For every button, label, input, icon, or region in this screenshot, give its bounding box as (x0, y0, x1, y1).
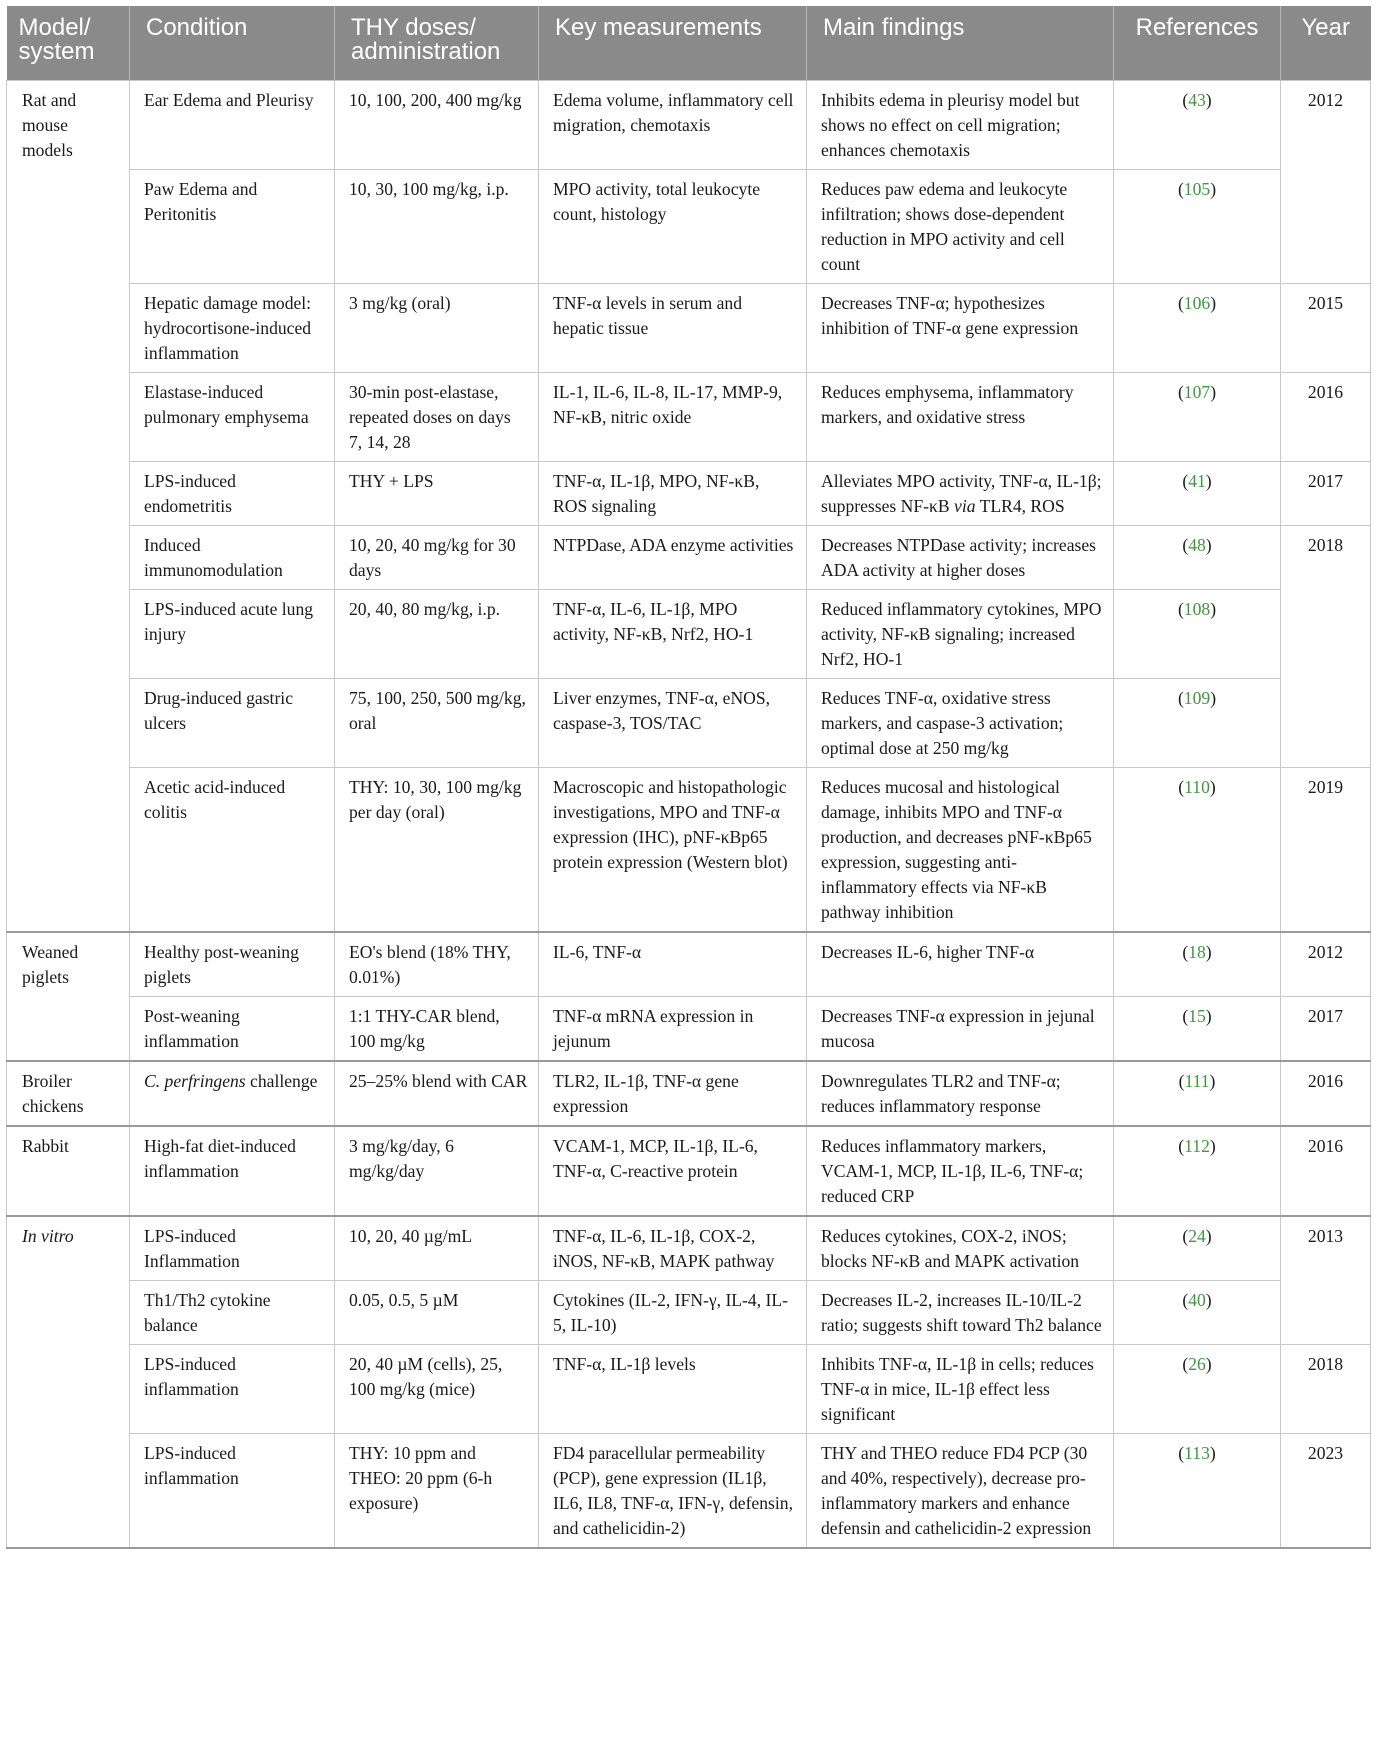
cell-measurements: Liver enzymes, TNF-α, eNOS, caspase-3, TOS/TAC (539, 679, 807, 768)
cell-condition: Th1/Th2 cytokine balance (130, 1281, 335, 1345)
ref-paren: ) (1205, 1006, 1212, 1026)
ref-paren: ( (1182, 1290, 1189, 1310)
table-header (7, 6, 1371, 81)
cell-findings: Inhibits edema in pleurisy model but shows no effect on cell migration; enhances chemotaxis (807, 81, 1114, 170)
cell-measurements: IL-1, IL-6, IL-8, IL-17, MMP-9, NF-κB, nitric oxide (539, 373, 807, 462)
cell-model (7, 932, 130, 1061)
cell-year: 2012 (1281, 81, 1371, 284)
table-row (7, 1061, 1371, 1126)
cell-findings: Reduces paw edema and leukocyte infiltration; shows dose-dependent reduction in MPO activity and cell count (807, 170, 1114, 284)
ref-paren: ) (1210, 599, 1217, 619)
ref-paren: ) (1205, 1290, 1212, 1310)
table-row (7, 170, 1371, 284)
cell-reference (1114, 170, 1281, 284)
cell-reference (1114, 373, 1281, 462)
cell-year: 2017 (1281, 997, 1371, 1062)
table-row (7, 1281, 1371, 1345)
cell-doses: 10, 100, 200, 400 mg/kg (335, 81, 539, 170)
cell-findings: Reduces TNF-α, oxidative stress markers, and caspase-3 activation; optimal dose at 250 mg/kg (807, 679, 1114, 768)
cell-year: 2013 (1281, 1216, 1371, 1345)
cell-measurements: TNF-α, IL-6, IL-1β, MPO activity, NF-κB, Nrf2, HO-1 (539, 590, 807, 679)
cell-doses: 3 mg/kg (oral) (335, 284, 539, 373)
cell-findings: Decreases TNF-α; hypothesizes inhibition of TNF-α gene expression (807, 284, 1114, 373)
cell-model (7, 1061, 130, 1126)
condition-text: challenge (245, 1071, 318, 1091)
cell-measurements: NTPDase, ADA enzyme activities (539, 526, 807, 590)
reference-link[interactable]: 24 (1188, 1226, 1206, 1246)
cell-reference (1114, 462, 1281, 526)
ref-paren: ) (1210, 293, 1217, 313)
header-references: References (1114, 6, 1281, 81)
cell-year: 2015 (1281, 284, 1371, 373)
header-findings: Main findings (807, 6, 1114, 81)
model-label: Weaned piglets (22, 942, 79, 987)
table-row (7, 679, 1371, 768)
ref-paren: ( (1177, 382, 1184, 402)
ref-paren: ( (1182, 471, 1189, 491)
cell-measurements: TNF-α levels in serum and hepatic tissue (539, 284, 807, 373)
cell-reference (1114, 1345, 1281, 1434)
cell-condition: LPS-induced inflammation (130, 1434, 335, 1549)
cell-findings: Decreases NTPDase activity; increases ADA activity at higher doses (807, 526, 1114, 590)
header-measurements: Key measurements (539, 6, 807, 81)
cell-condition: Ear Edema and Pleurisy (130, 81, 335, 170)
cell-year: 2012 (1281, 932, 1371, 997)
cell-condition: Elastase-induced pulmonary emphysema (130, 373, 335, 462)
cell-doses: 25–25% blend with CAR (335, 1061, 539, 1126)
model-label: Rabbit (22, 1136, 69, 1156)
ref-paren: ) (1209, 1443, 1216, 1463)
header-doses: THY doses/ administration (335, 6, 539, 81)
cell-doses: 20, 40 µM (cells), 25, 100 mg/kg (mice) (335, 1345, 539, 1434)
cell-model (7, 81, 130, 933)
table-row (7, 932, 1371, 997)
table-body (7, 81, 1371, 1549)
table-row (7, 1216, 1371, 1281)
cell-doses: 3 mg/kg/day, 6 mg/kg/day (335, 1126, 539, 1216)
cell-doses: THY: 10 ppm and THEO: 20 ppm (6-h exposure) (335, 1434, 539, 1549)
cell-condition: Post-weaning inflammation (130, 997, 335, 1062)
ref-paren: ) (1205, 1354, 1212, 1374)
table-row (7, 1126, 1371, 1216)
ref-paren: ) (1205, 942, 1212, 962)
cell-doses: THY: 10, 30, 100 mg/kg per day (oral) (335, 768, 539, 933)
cell-model (7, 1126, 130, 1216)
model-label: Broiler chickens (22, 1071, 84, 1116)
findings-text: TLR4, ROS (975, 496, 1065, 516)
cell-reference (1114, 526, 1281, 590)
ref-paren: ) (1210, 179, 1217, 199)
ref-paren: ) (1205, 1226, 1212, 1246)
reference-link[interactable]: 41 (1188, 471, 1206, 491)
ref-paren: ( (1178, 1443, 1185, 1463)
cell-year: 2023 (1281, 1434, 1371, 1549)
reference-link[interactable]: 15 (1188, 1006, 1206, 1026)
ref-paren: ( (1182, 1006, 1189, 1026)
cell-measurements: Cytokines (IL-2, IFN-γ, IL-4, IL-5, IL-10) (539, 1281, 807, 1345)
cell-condition: Paw Edema and Peritonitis (130, 170, 335, 284)
table-row (7, 1345, 1371, 1434)
table-row (7, 284, 1371, 373)
ref-paren: ( (1178, 777, 1185, 797)
header-year: Year (1281, 6, 1371, 81)
ref-paren: ) (1205, 471, 1212, 491)
cell-condition: High-fat diet-induced inflammation (130, 1126, 335, 1216)
cell-reference (1114, 997, 1281, 1062)
cell-findings: Reduces cytokines, COX-2, iNOS; blocks NF-κB and MAPK activation (807, 1216, 1114, 1281)
cell-condition: Healthy post-weaning piglets (130, 932, 335, 997)
cell-reference (1114, 1216, 1281, 1281)
table-row (7, 526, 1371, 590)
table-row (7, 81, 1371, 170)
cell-year: 2017 (1281, 462, 1371, 526)
cell-findings: Reduced inflammatory cytokines, MPO activity, NF-κB signaling; increased Nrf2, HO-1 (807, 590, 1114, 679)
cell-findings: Decreases TNF-α expression in jejunal mucosa (807, 997, 1114, 1062)
cell-doses: 20, 40, 80 mg/kg, i.p. (335, 590, 539, 679)
cell-condition: Acetic acid-induced colitis (130, 768, 335, 933)
table-row (7, 590, 1371, 679)
cell-year: 2018 (1281, 526, 1371, 768)
cell-condition: LPS-induced Inflammation (130, 1216, 335, 1281)
reference-link[interactable]: 43 (1188, 90, 1206, 110)
table-row (7, 1434, 1371, 1549)
cell-measurements: MPO activity, total leukocyte count, histology (539, 170, 807, 284)
reference-link[interactable]: 106 (1183, 293, 1211, 313)
findings-text: Alleviates MPO activity, TNF-α, IL-1β; suppresses NF-κB (821, 471, 1102, 516)
cell-doses: THY + LPS (335, 462, 539, 526)
cell-reference (1114, 284, 1281, 373)
cell-measurements: FD4 paracellular permeability (PCP), gene expression (IL1β, IL6, IL8, TNF-α, IFN-γ, defensin, and cathelicidin-2) (539, 1434, 807, 1549)
cell-findings: Decreases IL-6, higher TNF-α (807, 932, 1114, 997)
reference-link[interactable]: 40 (1188, 1290, 1206, 1310)
cell-doses: 75, 100, 250, 500 mg/kg, oral (335, 679, 539, 768)
cell-findings: Decreases IL-2, increases IL-10/IL-2 ratio; suggests shift toward Th2 balance (807, 1281, 1114, 1345)
cell-doses: EO's blend (18% THY, 0.01%) (335, 932, 539, 997)
ref-paren: ) (1209, 1136, 1216, 1156)
ref-paren: ( (1182, 535, 1189, 555)
reference-link[interactable]: 113 (1184, 1443, 1210, 1463)
cell-year: 2016 (1281, 1061, 1371, 1126)
header-model: Model/ system (7, 6, 130, 81)
ref-paren: ( (1177, 293, 1184, 313)
cell-reference (1114, 1126, 1281, 1216)
reference-link[interactable]: 108 (1183, 599, 1211, 619)
cell-reference (1114, 932, 1281, 997)
cell-findings: Inhibits TNF-α, IL-1β in cells; reduces TNF-α in mice, IL-1β effect less significant (807, 1345, 1114, 1434)
cell-condition: LPS-induced acute lung injury (130, 590, 335, 679)
model-label: Rat and mouse models (22, 90, 77, 160)
cell-condition: Induced immunomodulation (130, 526, 335, 590)
ref-paren: ) (1210, 382, 1217, 402)
cell-year: 2018 (1281, 1345, 1371, 1434)
findings-italic: via (954, 496, 976, 516)
ref-paren: ( (1182, 1354, 1189, 1374)
cell-model (7, 1216, 130, 1548)
cell-measurements: Macroscopic and histopathologic investigations, MPO and TNF-α expression (IHC), pNF-κBp65 protein expression (Western blot) (539, 768, 807, 933)
cell-year: 2016 (1281, 373, 1371, 462)
cell-condition: LPS-induced inflammation (130, 1345, 335, 1434)
cell-reference (1114, 768, 1281, 933)
ref-paren: ( (1182, 1226, 1189, 1246)
ref-paren: ( (1177, 688, 1184, 708)
table-row (7, 373, 1371, 462)
ref-paren: ) (1209, 1071, 1216, 1091)
ref-paren: ) (1205, 90, 1212, 110)
ref-paren: ( (1177, 179, 1184, 199)
header-condition: Condition (130, 6, 335, 81)
cell-measurements: TNF-α, IL-1β, MPO, NF-κB, ROS signaling (539, 462, 807, 526)
cell-condition: LPS-induced endometritis (130, 462, 335, 526)
cell-doses: 10, 20, 40 µg/mL (335, 1216, 539, 1281)
cell-doses: 0.05, 0.5, 5 µM (335, 1281, 539, 1345)
ref-paren: ) (1210, 688, 1217, 708)
cell-reference (1114, 1434, 1281, 1549)
cell-findings: Downregulates TLR2 and TNF-α; reduces inflammatory response (807, 1061, 1114, 1126)
cell-doses: 1:1 THY-CAR blend, 100 mg/kg (335, 997, 539, 1062)
cell-doses: 10, 20, 40 mg/kg for 30 days (335, 526, 539, 590)
ref-paren: ( (1177, 599, 1184, 619)
cell-findings (807, 462, 1114, 526)
cell-reference (1114, 590, 1281, 679)
cell-condition: Hepatic damage model: hydrocortisone-induced inflammation (130, 284, 335, 373)
cell-reference (1114, 1061, 1281, 1126)
reference-link[interactable]: 110 (1184, 777, 1210, 797)
cell-findings: Reduces mucosal and histological damage, inhibits MPO and TNF-α production, and decreases pNF-κBp65 expression, suggesting anti-inflammatory effects via NF-κB pathway inhibition (807, 768, 1114, 933)
cell-measurements: VCAM-1, MCP, IL-1β, IL-6, TNF-α, C-reactive protein (539, 1126, 807, 1216)
reference-link[interactable]: 111 (1184, 1071, 1210, 1091)
reference-link[interactable]: 105 (1183, 179, 1211, 199)
table-row (7, 462, 1371, 526)
reference-link[interactable]: 26 (1188, 1354, 1206, 1374)
cell-findings: Reduces inflammatory markers, VCAM-1, MCP, IL-1β, IL-6, TNF-α; reduced CRP (807, 1126, 1114, 1216)
cell-year: 2016 (1281, 1126, 1371, 1216)
cell-measurements: Edema volume, inflammatory cell migration, chemotaxis (539, 81, 807, 170)
cell-measurements: TNF-α, IL-6, IL-1β, COX-2, iNOS, NF-κB, MAPK pathway (539, 1216, 807, 1281)
cell-measurements: IL-6, TNF-α (539, 932, 807, 997)
cell-reference (1114, 81, 1281, 170)
cell-doses: 30-min post-elastase, repeated doses on days 7, 14, 28 (335, 373, 539, 462)
ref-paren: ( (1178, 1136, 1185, 1156)
reference-link[interactable]: 48 (1188, 535, 1206, 555)
reference-link[interactable]: 112 (1184, 1136, 1210, 1156)
cell-reference (1114, 679, 1281, 768)
cell-findings: Reduces emphysema, inflammatory markers, and oxidative stress (807, 373, 1114, 462)
ref-paren: ) (1209, 777, 1216, 797)
reference-link[interactable]: 109 (1183, 688, 1211, 708)
data-table (6, 6, 1371, 1549)
cell-condition (130, 1061, 335, 1126)
ref-paren: ( (1178, 1071, 1185, 1091)
cell-doses: 10, 30, 100 mg/kg, i.p. (335, 170, 539, 284)
cell-findings: THY and THEO reduce FD4 PCP (30 and 40%, respectively), decrease pro-inflammatory markers and enhance defensin and cathelicidin-2 expression (807, 1434, 1114, 1549)
cell-measurements: TNF-α mRNA expression in jejunum (539, 997, 807, 1062)
table-row (7, 997, 1371, 1062)
cell-measurements: TLR2, IL-1β, TNF-α gene expression (539, 1061, 807, 1126)
reference-link[interactable]: 107 (1183, 382, 1211, 402)
model-label: In vitro (22, 1226, 74, 1246)
ref-paren: ) (1205, 535, 1212, 555)
cell-reference (1114, 1281, 1281, 1345)
cell-condition: Drug-induced gastric ulcers (130, 679, 335, 768)
ref-paren: ( (1182, 942, 1189, 962)
reference-link[interactable]: 18 (1188, 942, 1206, 962)
ref-paren: ( (1182, 90, 1189, 110)
table-row (7, 768, 1371, 933)
condition-italic: C. perfringens (144, 1071, 246, 1091)
cell-measurements: TNF-α, IL-1β levels (539, 1345, 807, 1434)
cell-year: 2019 (1281, 768, 1371, 933)
